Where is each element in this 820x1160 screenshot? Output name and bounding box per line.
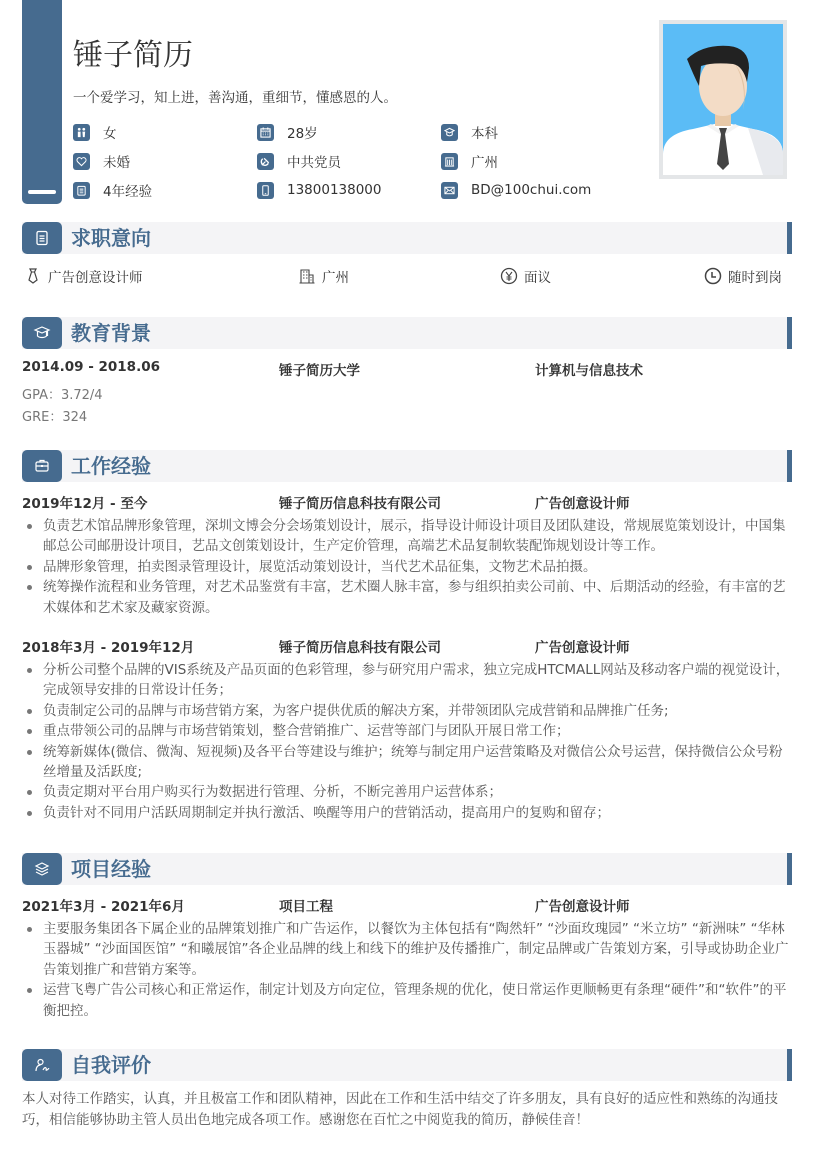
section-title: 项目经验 xyxy=(71,857,151,881)
education-gpa: GPA：3.72/4 xyxy=(22,388,103,403)
section-header-work xyxy=(22,450,792,482)
duty-item: 负责制定公司的品牌与市场营销方案，为客户提供优质的解决方案，并带领团队完成营销和品牌推广任务; xyxy=(22,701,792,721)
motto: 一个爱学习，知上进，善沟通，重细节，懂感恩的人。 xyxy=(73,90,397,106)
project-period: 2021年3月 - 2021年6月 xyxy=(22,899,185,915)
education-period: 2014.09 - 2018.06 xyxy=(22,359,160,375)
section-end-marker xyxy=(787,1049,792,1081)
section-end-marker xyxy=(787,853,792,885)
phone-value[interactable]: 13800138000 xyxy=(287,182,382,198)
education-major: 计算机与信息技术 xyxy=(535,363,643,379)
project-duties xyxy=(22,919,792,1021)
intent-city: 广州 xyxy=(298,264,349,288)
duty-item: 重点带领公司的品牌与市场营销策划，整合营销推广、运营等部门与团队开展日常工作； xyxy=(22,721,792,741)
section-header-job-intent xyxy=(22,222,792,254)
education-gre: GRE：324 xyxy=(22,410,88,425)
duty-item: 统筹操作流程和业务管理，对艺术品鉴赏有丰富，艺术圈人脉丰富，参与组织拍卖公司前、中、后期活动的经验，有丰富的艺术媒体和艺术家及藏家资源。 xyxy=(22,577,792,618)
info-party xyxy=(257,151,441,171)
clock-icon xyxy=(704,267,722,285)
work-period: 2018年3月 - 2019年12月 xyxy=(22,640,195,656)
section-end-marker xyxy=(787,317,792,349)
resume-name: 锤子简历 xyxy=(73,38,193,73)
clipboard-icon xyxy=(73,182,90,199)
duty-item: 分析公司整个品牌的VIS系统及产品页面的色彩管理，参与研究用户需求，独立完成HTCMALL网站及移动客户端的视觉设计，完成领导安排的日常设计任务； xyxy=(22,660,792,701)
party-emblem-icon xyxy=(257,153,274,170)
experience-value: 4年经验 xyxy=(103,184,153,200)
work-company: 锤子简历信息科技有限公司 xyxy=(279,496,441,512)
section-header-project xyxy=(22,853,792,885)
duty-item: 主要服务集团各下属企业的品牌策划推广和广告运作，以餐饮为主体包括有“陶然轩” “沙面玫瑰园” “米立坊” “新洲味” “华林玉器城” “沙面国医馆” “和曦展馆”各企业品牌的线上和线下的维护及传播推广，制定品牌或广告策划方案，引导或协助企业广告策划推广和营销方案等。 xyxy=(22,919,792,980)
personal-info-grid xyxy=(73,122,643,200)
city-value: 广州 xyxy=(471,155,498,171)
briefcase-icon xyxy=(22,450,62,482)
tie-icon xyxy=(24,267,42,285)
intent-position: 广告创意设计师 xyxy=(24,264,143,288)
duty-item: 品牌形象管理，拍卖图录管理设计，展览活动策划设计，当代艺术品征集，文物艺术品拍摄。 xyxy=(22,557,792,577)
gender-value: 女 xyxy=(103,126,117,142)
section-title: 教育背景 xyxy=(71,321,151,345)
intent-salary: 面议 xyxy=(500,264,551,288)
project-name: 项目工程 xyxy=(279,899,333,915)
user-sign-icon xyxy=(22,1049,62,1081)
intent-availability: 随时到岗 xyxy=(704,264,782,288)
project-role: 广告创意设计师 xyxy=(535,899,630,915)
info-email xyxy=(441,180,641,200)
duty-item: 负责定期对平台用户购买行为数据进行管理、分析，不断完善用户运营体系； xyxy=(22,782,792,802)
work-company: 锤子简历信息科技有限公司 xyxy=(279,640,441,656)
graduation-cap-icon xyxy=(441,124,458,141)
layers-icon xyxy=(22,853,62,885)
project-header xyxy=(22,895,792,915)
building-icon xyxy=(441,153,458,170)
info-phone xyxy=(257,180,441,200)
section-end-marker xyxy=(787,450,792,482)
section-title: 工作经验 xyxy=(71,454,151,478)
work-entry-1-header xyxy=(22,492,792,512)
graduation-cap-icon xyxy=(22,317,62,349)
section-title: 求职意向 xyxy=(71,226,151,250)
phone-icon xyxy=(257,182,274,199)
work-entry-2-duties xyxy=(22,660,792,823)
duty-item: 负责艺术馆品牌形象管理，深圳文博会分会场策划设计，展示，指导设计师设计项目及团队建设，常规展览策划设计，中国集邮总公司邮册设计项目，艺品文创策划设计，生产定价管理，高端艺术品复制软装配饰规划设计等工作。 xyxy=(22,516,792,557)
info-city xyxy=(441,151,641,171)
section-end-marker xyxy=(787,222,792,254)
info-experience xyxy=(73,180,257,200)
calendar-icon xyxy=(257,124,274,141)
profile-photo xyxy=(659,20,787,179)
party-value: 中共党员 xyxy=(287,155,341,171)
work-entry-1-duties xyxy=(22,516,792,618)
work-role: 广告创意设计师 xyxy=(535,640,630,656)
duty-item: 运营飞粤广告公司核心和正常运作，制定计划及方向定位，管理条规的优化，使日常运作更顺畅更有条理“硬件”和“软件”的平衡把控。 xyxy=(22,980,792,1021)
degree-value: 本科 xyxy=(471,126,498,142)
education-row xyxy=(22,359,792,379)
info-marital xyxy=(73,151,257,171)
work-role: 广告创意设计师 xyxy=(535,496,630,512)
heart-icon xyxy=(73,153,90,170)
accent-dash xyxy=(28,190,56,194)
clipboard-icon xyxy=(22,222,62,254)
self-evaluation-text: 本人对待工作踏实，认真，并且极富工作和团队精神，因此在工作和生活中结交了许多朋友，具有良好的适应性和熟练的沟通技巧，相信能够协助主管人员出色地完成各项工作。感谢您在百忙之中阅览我的简历，静候佳音！ xyxy=(22,1091,778,1128)
yen-icon xyxy=(500,267,518,285)
email-value[interactable]: BD@100chui.com xyxy=(471,182,592,198)
mail-icon xyxy=(441,182,458,199)
header-accent-bar xyxy=(22,0,62,204)
duty-item: 负责针对不同用户活跃周期制定并执行激活、唤醒等用户的营销活动，提高用户的复购和留存； xyxy=(22,803,792,823)
section-title: 自我评价 xyxy=(71,1053,151,1077)
section-header-education xyxy=(22,317,792,349)
duty-item: 统筹新媒体(微信、微淘、短视频)及各平台等建设与维护；统筹与制定用户运营策略及对微信公众号运营，保持微信公众号粉丝增量及活跃度; xyxy=(22,742,792,783)
info-gender xyxy=(73,122,257,142)
avatar-illustration xyxy=(663,24,783,175)
info-degree xyxy=(441,122,641,142)
job-intent-row xyxy=(22,264,792,288)
education-school: 锤子简历大学 xyxy=(279,363,360,379)
section-header-self-evaluation xyxy=(22,1049,792,1081)
gender-icon xyxy=(73,124,90,141)
age-value: 28岁 xyxy=(287,126,318,142)
building-icon xyxy=(298,267,316,285)
work-entry-2-header xyxy=(22,636,792,656)
info-age xyxy=(257,122,441,142)
marital-value: 未婚 xyxy=(103,155,130,171)
work-period: 2019年12月 - 至今 xyxy=(22,496,148,512)
